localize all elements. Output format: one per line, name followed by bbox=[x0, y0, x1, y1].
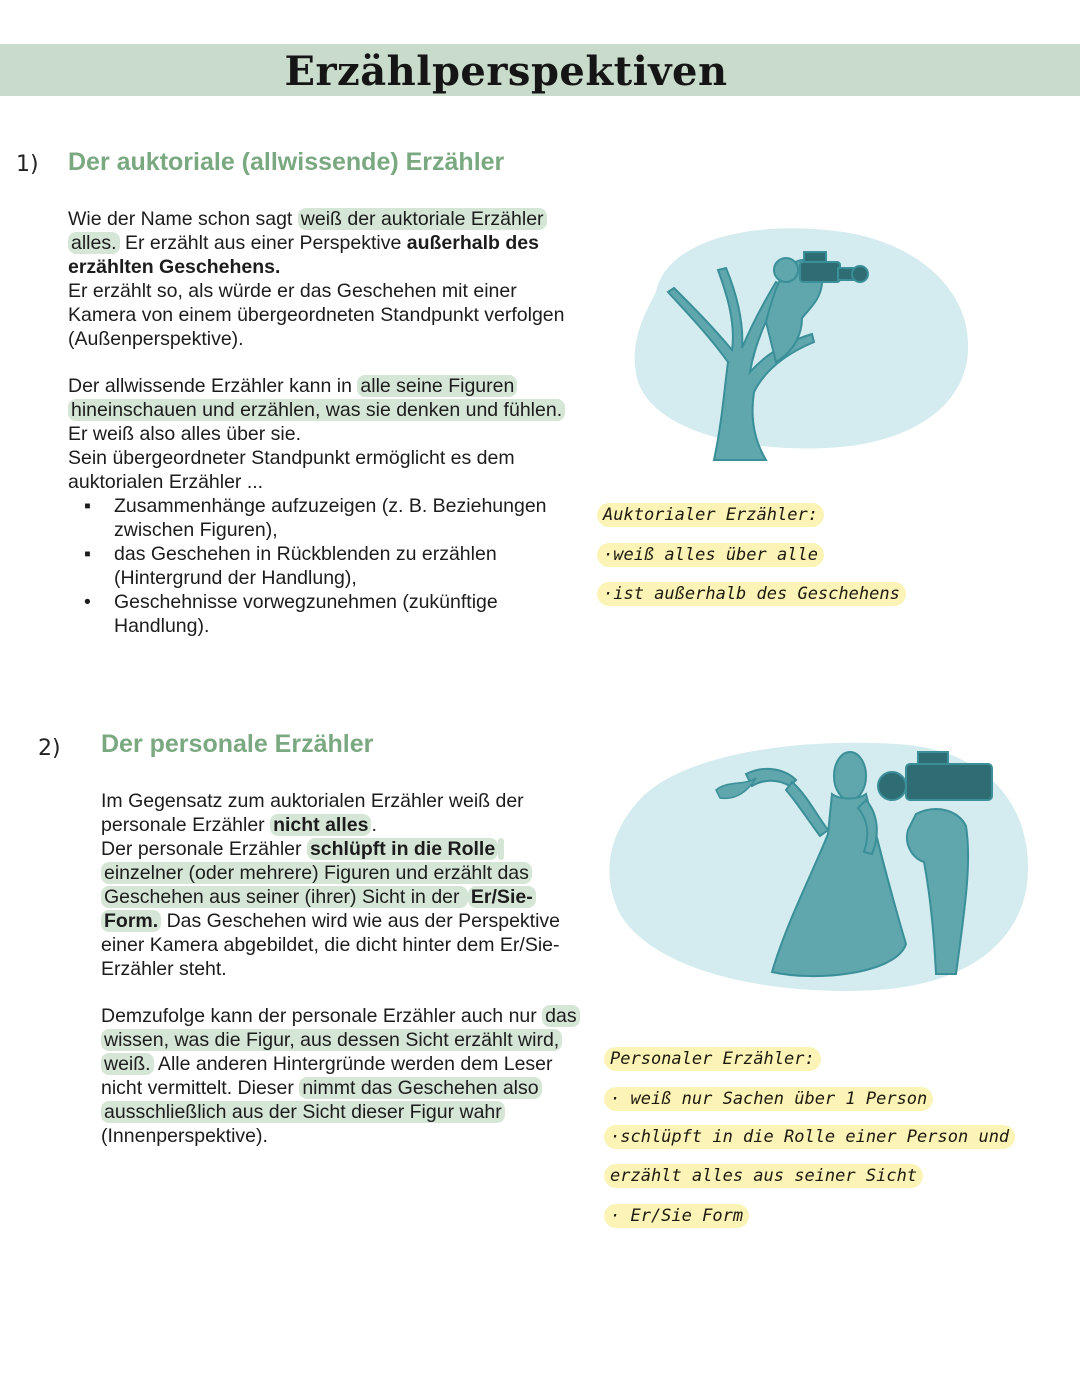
highlight: Er/Sie-Form. bbox=[101, 886, 536, 932]
highlight: nicht alles bbox=[270, 814, 371, 836]
section-heading-1: Der auktoriale (allwissende) Erzähler bbox=[68, 148, 505, 176]
note-line: · Er/Sie Form bbox=[604, 1204, 749, 1228]
note-line: Auktorialer Erzähler: bbox=[597, 503, 824, 527]
note-line: ·ist außerhalb des Geschehens bbox=[597, 582, 906, 606]
bullet-list bbox=[68, 494, 588, 638]
highlight: weiß der auktoriale Erzähler alles. bbox=[68, 208, 547, 254]
highlight: das wissen, was die Figur, aus dessen Sicht erzählt wird, weiß. bbox=[101, 1005, 580, 1075]
section1-paragraph-2: Der allwissende Erzähler kann in alle seine Figuren hineinschauen und erzählen, was sie denken und fühlen. Er weiß also alles über sie. Sein übergeordneter Standpunkt ermöglicht es dem auktorialen Erzähler ... bbox=[68, 374, 568, 494]
list-item: • Geschehnisse vorwegzunehmen (zukünftige Handlung). bbox=[84, 591, 498, 637]
section1-paragraph-1: Wie der Name schon sagt weiß der auktoriale Erzähler alles. Er erzählt aus einer Perspektive außerhalb des erzählten Geschehens. Er erzählt so, als würde er das Geschehen mit einer Kamera von einem übergeordneten Standpunkt verfolgen (Außenperspektive). bbox=[68, 208, 565, 350]
woman-cameraman-illustration bbox=[596, 734, 1036, 994]
section-number-1: 1) bbox=[16, 152, 39, 177]
list-item: ▪ Zusammenhänge aufzuzeigen (z. B. Beziehungen zwischen Figuren), bbox=[84, 495, 547, 541]
note-line: · weiß nur Sachen über 1 Person bbox=[604, 1087, 933, 1111]
note-line: Personaler Erzähler: bbox=[604, 1047, 821, 1071]
section-number-2: 2) bbox=[38, 736, 61, 761]
highlight: einzelner (oder mehrere) Figuren und erzählt das Geschehen aus seiner (ihrer) Sicht in der bbox=[101, 838, 532, 908]
highlight: nimmt das Geschehen also ausschließlich aus der Sicht dieser Figur wahr bbox=[101, 1077, 542, 1123]
highlight: alle seine Figuren hineinschauen und erzählen, was sie denken und fühlen. bbox=[68, 375, 565, 421]
highlight: schlüpft in die Rolle bbox=[307, 838, 498, 860]
list-item: ▪ das Geschehen in Rückblenden zu erzählen (Hintergrund der Handlung), bbox=[84, 543, 497, 589]
page-title: Erzählperspektiven bbox=[284, 48, 728, 95]
section2-paragraph-1: Im Gegensatz zum auktorialen Erzähler weiß der personale Erzähler nicht alles . Der personale Erzähler schlüpft in die Rolle einzelner (oder mehrere) Figuren und erzählt das Geschehen aus seiner (ihrer) Sicht in der Er/Sie-Form. Das Geschehen wird wie aus der Perspektive einer Kamera abgebildet, die dicht hinter dem Er/Sie-Erzähler steht. bbox=[101, 790, 561, 980]
section2-paragraph-2: Demzufolge kann der personale Erzähler auch nur das wissen, was die Figur, aus dessen Sicht erzählt wird, weiß. Alle anderen Hintergründe werden dem Leser nicht vermittelt. Dieser nimmt das Geschehen also ausschließlich aus der Sicht dieser Figur wahr (Innenperspektive). bbox=[101, 1004, 587, 1148]
tree-cameraman-illustration bbox=[626, 222, 976, 462]
note-line: ·schlüpft in die Rolle einer Person und bbox=[604, 1125, 1015, 1149]
section-heading-2: Der personale Erzähler bbox=[101, 730, 374, 758]
note-line: erzählt alles aus seiner Sicht bbox=[604, 1164, 923, 1188]
note-line: ·weiß alles über alle bbox=[597, 543, 824, 567]
